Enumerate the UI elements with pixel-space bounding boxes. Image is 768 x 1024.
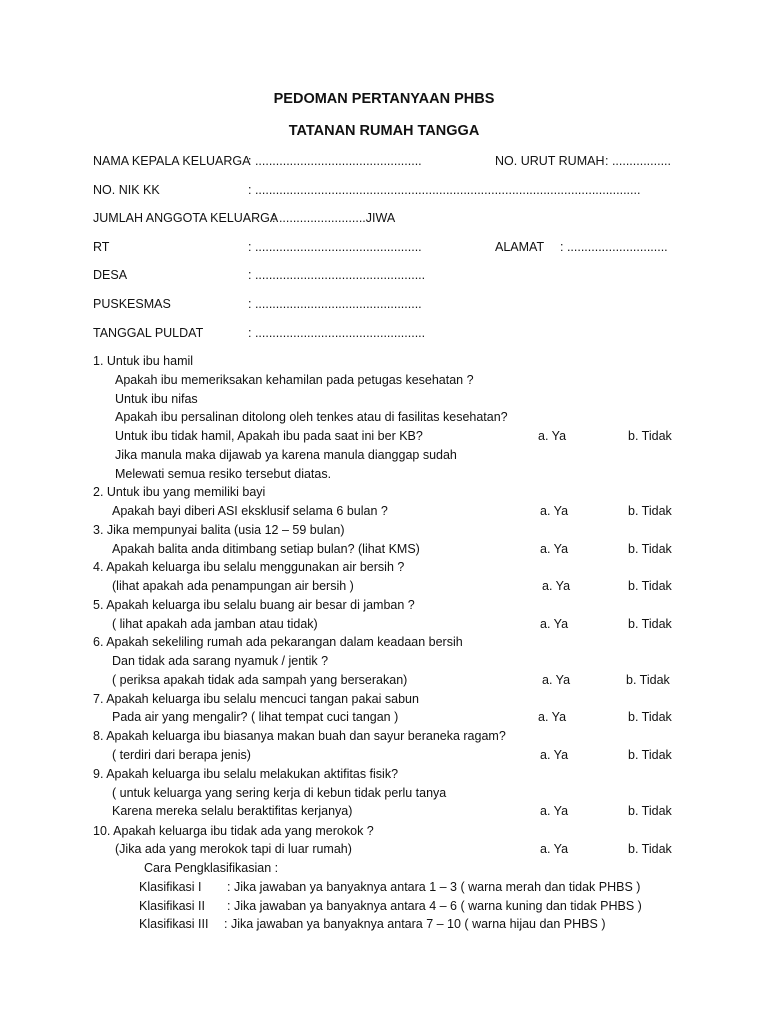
answer-tidak-option: b. Tidak [628,617,672,631]
question-9-line: ( untuk keluarga yang sering kerja di kebun tidak perlu tanya [112,786,447,800]
tanggal-puldat-field: : ................................................. [248,326,426,340]
question-1-heading: 1. Untuk ibu hamil [93,354,194,368]
answer-tidak-option: b. Tidak [628,804,672,818]
question-7-heading: 7. Apakah keluarga ibu selalu mencuci tangan pakai sabun [93,692,419,706]
rt-field: : ................................................ [248,240,422,254]
question-1-line: Melewati semua resiko tersebut diatas. [115,467,332,481]
question-4-line: (lihat apakah ada penampungan air bersih ) [112,579,354,593]
no-nik-label: NO. NIK KK [93,183,160,197]
question-5-heading: 5. Apakah keluarga ibu selalu buang air besar di jamban ? [93,598,415,612]
answer-ya-option: a. Ya [542,579,571,593]
klasifikasi-description: : Jika jawaban ya banyaknya antara 4 – 6 ( warna kuning dan tidak PHBS ) [227,899,642,913]
answer-ya-option: a. Ya [538,429,567,443]
answer-tidak-option: b. Tidak [628,504,672,518]
klasifikasi-label: Klasifikasi II [139,899,205,913]
answer-ya-option: a. Ya [540,542,569,556]
answer-ya-option: a. Ya [540,748,569,762]
no-urut-field: : ................. [605,154,671,168]
desa-label: DESA [93,268,128,282]
klasifikasi-description: : Jika jawaban ya banyaknya antara 1 – 3 ( warna merah dan tidak PHBS ) [227,880,641,894]
answer-tidak-option: b. Tidak [628,710,672,724]
question-2-heading: 2. Untuk ibu yang memiliki bayi [93,485,266,499]
klasifikasi-label: Klasifikasi III [139,917,209,931]
question-10-line: (Jika ada yang merokok tapi di luar rumah) [115,842,352,856]
question-3-line: Apakah balita anda ditimbang setiap bulan? (lihat KMS) [112,542,420,556]
question-6-heading: 6. Apakah sekeliling rumah ada pekarangan dalam keadaan bersih [93,635,463,649]
question-9-heading: 9. Apakah keluarga ibu selalu melakukan aktifitas fisik? [93,767,399,781]
desa-field: : ................................................. [248,268,426,282]
jumlah-anggota-label: JUMLAH ANGGOTA KELUARGA [93,211,279,225]
question-3-heading: 3. Jika mempunyai balita (usia 12 – 59 bulan) [93,523,345,537]
no-nik-field: : ............................................................................................................... [248,183,641,197]
nama-kepala-label: NAMA KEPALA KELUARGA [93,154,251,168]
question-1-line: Apakah ibu persalinan ditolong oleh tenkes atau di fasilitas kesehatan? [115,410,508,424]
answer-tidak-option: b. Tidak [628,579,672,593]
klasifikasi-label: Klasifikasi I [139,880,202,894]
answer-tidak-option: b. Tidak [628,429,672,443]
question-8-heading: 8. Apakah keluarga ibu biasanya makan buah dan sayur beraneka ragam? [93,729,506,743]
answer-tidak-option: b. Tidak [628,842,672,856]
question-1-line: Jika manula maka dijawab ya karena manula dianggap sudah [115,448,457,462]
question-1-line: Apakah ibu memeriksakan kehamilan pada petugas kesehatan ? [115,373,474,387]
no-urut-label: NO. URUT RUMAH [495,154,605,168]
question-7-line: Pada air yang mengalir? ( lihat tempat cuci tangan ) [112,710,399,724]
jumlah-anggota-field: : .........................JIWA [272,211,396,225]
document-title: PEDOMAN PERTANYAAN PHBS [273,91,495,107]
question-9-line: Karena mereka selalu beraktifitas kerjanya) [112,804,353,818]
tanggal-puldat-label: TANGGAL PULDAT [93,326,204,340]
puskesmas-label: PUSKESMAS [93,297,171,311]
nama-kepala-field: : ................................................ [248,154,422,168]
question-2-line: Apakah bayi diberi ASI eksklusif selama 6 bulan ? [112,504,388,518]
answer-tidak-option: b. Tidak [626,673,670,687]
answer-ya-option: a. Ya [540,842,569,856]
question-4-heading: 4. Apakah keluarga ibu selalu menggunakan air bersih ? [93,560,405,574]
puskesmas-field: : ................................................ [248,297,422,311]
question-6-line: ( periksa apakah tidak ada sampah yang berserakan) [112,673,408,687]
klasifikasi-description: : Jika jawaban ya banyaknya antara 7 – 10 ( warna hijau dan PHBS ) [224,917,606,931]
question-10-heading: 10. Apakah keluarga ibu tidak ada yang merokok ? [93,824,374,838]
answer-ya-option: a. Ya [542,673,571,687]
question-5-line: ( lihat apakah ada jamban atau tidak) [112,617,318,631]
klasifikasi-heading: Cara Pengklasifikasian : [144,861,279,875]
question-6-line: Dan tidak ada sarang nyamuk / jentik ? [112,654,329,668]
alamat-field: : ............................. [560,240,668,254]
rt-label: RT [93,240,110,254]
alamat-label: ALAMAT [495,240,545,254]
question-1-line: Untuk ibu nifas [115,392,198,406]
answer-tidak-option: b. Tidak [628,748,672,762]
answer-ya-option: a. Ya [540,804,569,818]
answer-ya-option: a. Ya [538,710,567,724]
answer-ya-option: a. Ya [540,617,569,631]
answer-ya-option: a. Ya [540,504,569,518]
question-1-line: Untuk ibu tidak hamil, Apakah ibu pada saat ini ber KB? [115,429,423,443]
question-8-line: ( terdiri dari berapa jenis) [112,748,251,762]
document-subtitle: TATANAN RUMAH TANGGA [288,123,480,139]
answer-tidak-option: b. Tidak [628,542,672,556]
